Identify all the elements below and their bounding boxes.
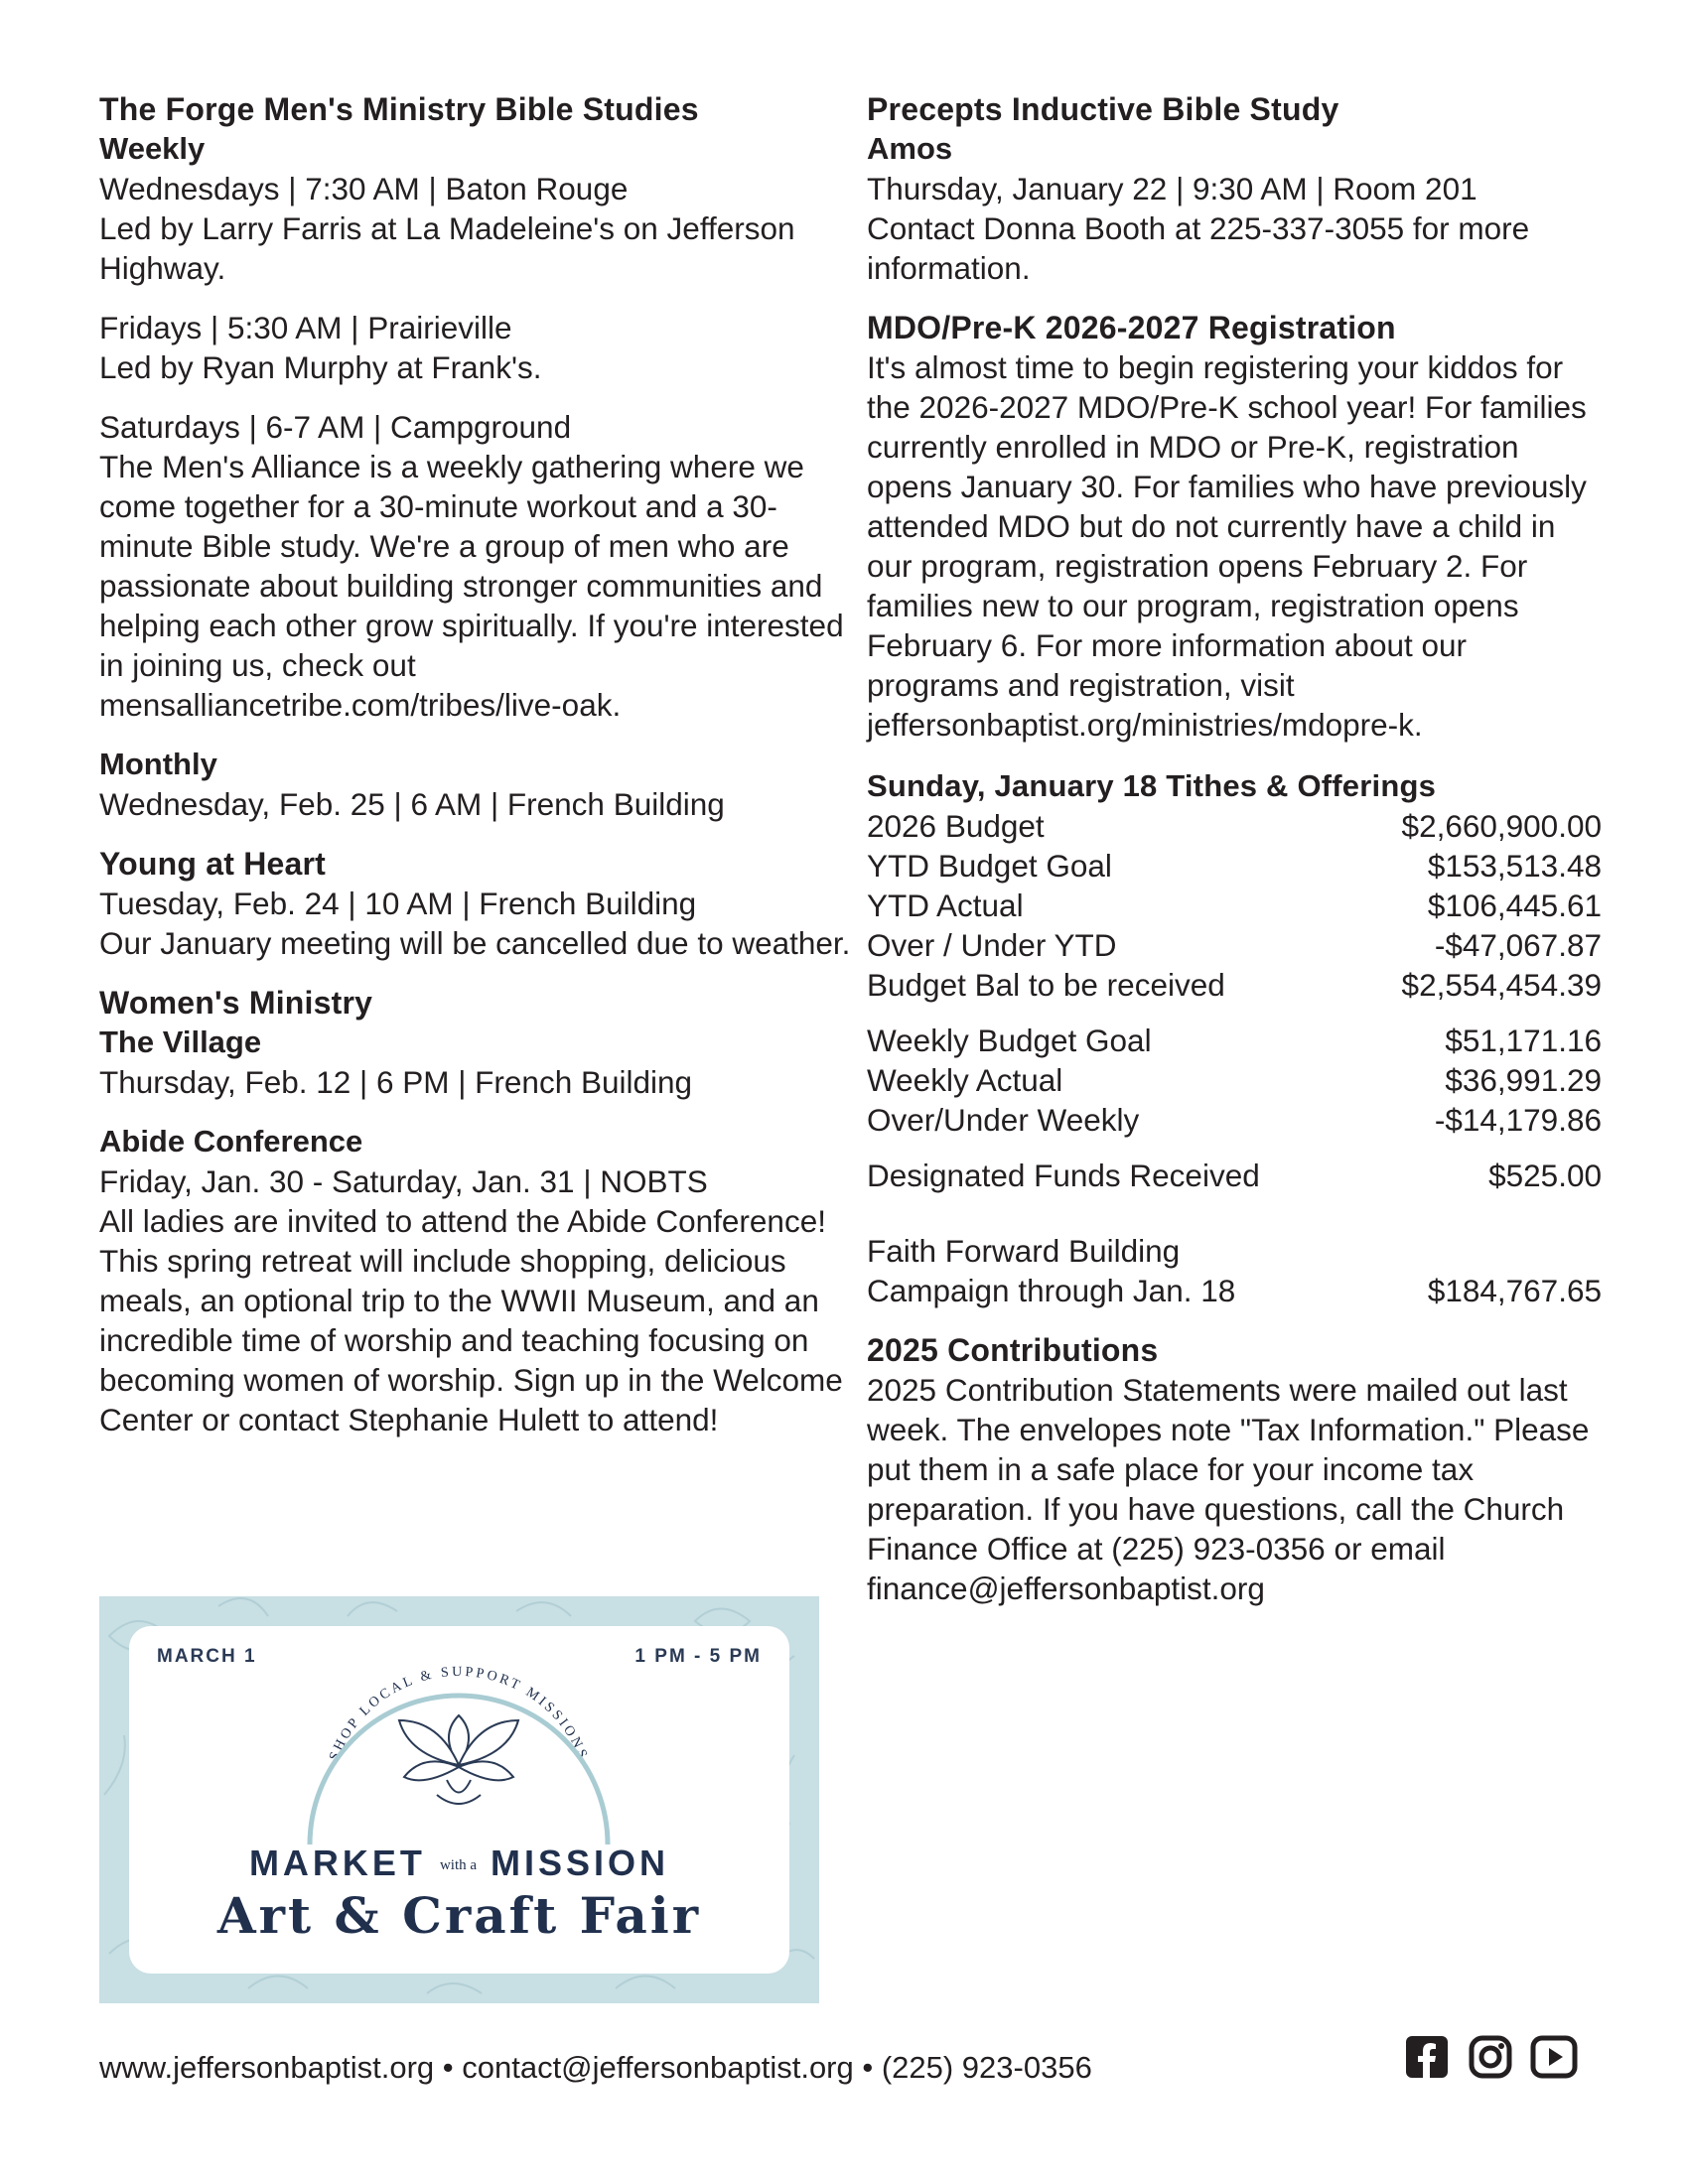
tithes-faith xyxy=(867,1231,1602,1310)
fin-label: Weekly Budget Goal xyxy=(867,1023,1152,1058)
contrib-text: 2025 Contribution Statements were mailed out last week. The envelopes note "Tax Information." Please put them in a safe place for your income tax preparation. If you have questions, call the Church Finance Office at (225) 923-0356 or email finance@jeffersonbaptist.org xyxy=(867,1372,1590,1606)
fin-label: YTD Budget Goal xyxy=(867,848,1112,884)
precepts-title: Precepts Inductive Bible Study xyxy=(867,91,1339,127)
forge-weekly-heading: Weekly xyxy=(99,131,206,166)
women-section xyxy=(99,983,854,1439)
tithes-designated xyxy=(867,1156,1602,1195)
young-line: Tuesday, Feb. 24 | 10 AM | French Building xyxy=(99,886,697,921)
banner-market: MARKET xyxy=(248,1843,426,1883)
fin-row xyxy=(867,1156,1602,1195)
banner-date: MARCH 1 xyxy=(157,1646,257,1667)
fin-value: $51,171.16 xyxy=(1445,1023,1602,1058)
contrib-title: 2025 Contributions xyxy=(867,1332,1159,1368)
forge-fri-text: Led by Ryan Murphy at Frank's. xyxy=(99,349,542,385)
forge-fri-line: Fridays | 5:30 AM | Prairieville xyxy=(99,310,512,345)
fin-value: $2,660,900.00 xyxy=(1401,808,1602,844)
forge-title: The Forge Men's Ministry Bible Studies xyxy=(99,91,699,127)
fin-row xyxy=(867,925,1602,965)
fin-row xyxy=(867,886,1602,925)
forge-sat-text: The Men's Alliance is a weekly gathering where we come together for a 30-minute workout and a 30-minute Bible study. We're a group of men who are passionate about building stronger communities and helping each other grow spiritually. If you're interested in joining us, check out mensalliancetribe.com/tribes/live-oak. xyxy=(99,449,844,723)
contrib-section xyxy=(867,1330,1602,1608)
fin-value: -$14,179.86 xyxy=(1434,1102,1602,1138)
forge-monthly-heading: Monthly xyxy=(99,747,217,781)
village-line: Thursday, Feb. 12 | 6 PM | French Building xyxy=(99,1064,693,1100)
tithes-section xyxy=(867,766,1602,1310)
abide-heading: Abide Conference xyxy=(99,1124,363,1159)
footer-contact: www.jeffersonbaptist.org • contact@jeffersonbaptist.org • (225) 923-0356 xyxy=(99,2050,1092,2085)
fin-row xyxy=(867,1231,1602,1310)
tithes-title: Sunday, January 18 Tithes & Offerings xyxy=(867,768,1437,803)
fin-label: Faith Forward Building Campaign through Jan. 18 xyxy=(867,1233,1236,1308)
mdo-section xyxy=(867,308,1602,745)
banner-mission: MISSION xyxy=(491,1843,670,1883)
banner-fair: Art & Craft Fair xyxy=(216,1886,702,1945)
forge-section xyxy=(99,89,854,824)
fin-row xyxy=(867,806,1602,846)
arc-text: SHOP LOCAL & SUPPORT MISSIONS xyxy=(327,1664,591,1763)
fin-row xyxy=(867,1021,1602,1060)
fin-label: Over / Under YTD xyxy=(867,927,1117,963)
precepts-sub: Amos xyxy=(867,131,953,166)
youtube-icon[interactable] xyxy=(1530,2033,1578,2081)
precepts-section xyxy=(867,89,1602,288)
village-heading: The Village xyxy=(99,1024,262,1059)
magnolia-icon xyxy=(399,1715,518,1804)
fin-value: $153,513.48 xyxy=(1427,848,1602,884)
tithes-group-1 xyxy=(867,806,1602,1005)
fin-value: $106,445.61 xyxy=(1427,887,1602,923)
facebook-icon[interactable] xyxy=(1403,2033,1451,2081)
banner-time: 1 PM - 5 PM xyxy=(634,1646,762,1667)
banner-title xyxy=(129,1843,789,1884)
mdo-text: It's almost time to begin registering your kiddos for the 2026-2027 MDO/Pre-K school year! For families currently enrolled in MDO or Pre-K, registration opens January 30. For families who have previously attended MDO but do not currently have a child in our program, registration opens February 2. For families new to our program, registration opens February 6. For more information about our programs and registration, visit jeffersonbaptist.org/ministries/mdopre-k. xyxy=(867,349,1587,743)
fin-label: Designated Funds Received xyxy=(867,1158,1260,1193)
young-section xyxy=(99,844,854,963)
fin-label: Over/Under Weekly xyxy=(867,1102,1140,1138)
market-mission-banner xyxy=(99,1596,819,2003)
fin-row xyxy=(867,1060,1602,1100)
abide-line: Friday, Jan. 30 - Saturday, Jan. 31 | NOBTS xyxy=(99,1163,708,1199)
forge-wed-line: Wednesdays | 7:30 AM | Baton Rouge xyxy=(99,171,629,206)
fin-value: $36,991.29 xyxy=(1445,1062,1602,1098)
young-title: Young at Heart xyxy=(99,846,327,882)
young-text: Our January meeting will be cancelled due to weather. xyxy=(99,925,851,961)
right-column xyxy=(867,89,1602,1622)
banner-with: with a xyxy=(439,1856,478,1873)
forge-monthly-line: Wednesday, Feb. 25 | 6 AM | French Building xyxy=(99,786,725,822)
precepts-text: Contact Donna Booth at 225-337-3055 for more information. xyxy=(867,210,1530,286)
fin-value: $525.00 xyxy=(1488,1158,1602,1193)
fin-value: $184,767.65 xyxy=(1427,1273,1602,1308)
precepts-line: Thursday, January 22 | 9:30 AM | Room 201 xyxy=(867,171,1477,206)
tithes-group-2 xyxy=(867,1021,1602,1140)
fin-label: 2026 Budget xyxy=(867,808,1045,844)
banner-card xyxy=(129,1626,789,1974)
mdo-title: MDO/Pre-K 2026-2027 Registration xyxy=(867,310,1396,345)
forge-wed-text: Led by Larry Farris at La Madeleine's on Jefferson Highway. xyxy=(99,210,795,286)
fin-value: $2,554,454.39 xyxy=(1401,967,1602,1003)
left-column xyxy=(99,89,854,1453)
fin-row xyxy=(867,965,1602,1005)
fin-label: YTD Actual xyxy=(867,887,1024,923)
fin-label: Budget Bal to be received xyxy=(867,967,1225,1003)
magnolia-logo xyxy=(288,1656,631,1844)
fin-row xyxy=(867,1100,1602,1140)
abide-text: All ladies are invited to attend the Abide Conference! This spring retreat will include shopping, delicious meals, an optional trip to the WWII Museum, and an incredible time of worship and teaching focusing on becoming women of worship. Sign up in the Welcome Center or contact Stephanie Hulett to attend! xyxy=(99,1203,843,1437)
fin-value: -$47,067.87 xyxy=(1434,927,1602,963)
fin-row xyxy=(867,846,1602,886)
forge-sat-line: Saturdays | 6-7 AM | Campground xyxy=(99,409,572,445)
women-title: Women's Ministry xyxy=(99,985,373,1021)
instagram-icon[interactable] xyxy=(1467,2033,1514,2081)
fin-label: Weekly Actual xyxy=(867,1062,1063,1098)
